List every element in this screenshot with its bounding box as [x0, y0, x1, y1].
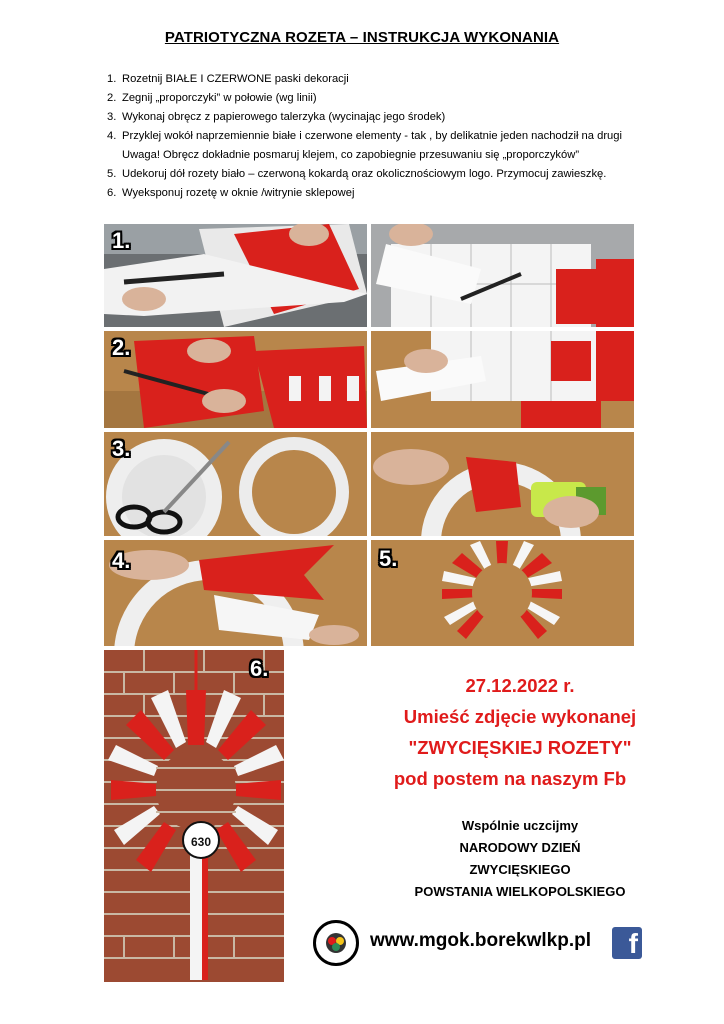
list-item: 4. Przyklej wokół naprzemiennie białe i czerwone elementy - tak , by delikatnie jeden nachodził na drugi [107, 130, 622, 142]
list-item: 2. Zegnij „proporczyki” w połowie (wg linii) [107, 92, 317, 104]
event-date: 27.12.2022 r. [465, 675, 575, 696]
photo-step-6 [104, 650, 284, 982]
step-number-label: 6. [250, 656, 269, 681]
photo-step-1b [371, 224, 634, 327]
photo-step-1a [104, 224, 367, 327]
photo-step-4 [104, 540, 367, 646]
step-number-label: 5. [379, 546, 398, 571]
list-item: 6. Wyeksponuj rozetę w oknie /witrynie sklepowej [107, 187, 355, 199]
facebook-icon[interactable]: f [612, 927, 642, 959]
promo-line-1: Umieść zdjęcie wykonanej [403, 706, 637, 727]
instruction-list [100, 70, 700, 203]
list-item: 5. Udekoruj dół rozety biało – czerwoną kokardą oraz okolicznościowym logo. Przymocuj zawieszkę. [107, 168, 607, 180]
photo-step-3b [371, 432, 634, 536]
website-link[interactable]: www.mgok.borekwlkp.pl [370, 930, 591, 951]
step-number-label: 4. [112, 548, 131, 573]
step-number-label: 1. [112, 228, 131, 253]
step-number-label: 3. [112, 436, 131, 461]
sub-line-3: ZWYCIĘSKIEGO [469, 862, 571, 877]
page-title: PATRIOTYCZNA ROZETA – INSTRUKCJA WYKONANIA [164, 29, 560, 46]
sub-line-2: NARODOWY DZIEŃ [459, 840, 581, 855]
list-item: Uwaga! Obręcz dokładnie posmaruj klejem, co zapobiegnie przesuwaniu się „proporczyków” [122, 149, 580, 161]
photo-step-2b [371, 331, 634, 428]
sub-line-1: Wspólnie uczcijmy [461, 818, 579, 833]
list-item: 1. Rozetnij BIAŁE I CZERWONE paski dekoracji [107, 73, 349, 85]
promo-line-2: "ZWYCIĘSKIEJ ROZETY" [408, 737, 632, 758]
photo-step-5 [371, 540, 634, 646]
step-number-label: 2. [112, 335, 131, 360]
photo-step-3a [104, 432, 367, 536]
sub-line-4: POWSTANIA WIELKOPOLSKIEGO [414, 884, 626, 899]
promo-line-3: pod postem na naszym Fb [393, 768, 627, 789]
organization-logo [313, 920, 359, 966]
photo-step-2a [104, 331, 367, 428]
badge-number: 630 [190, 835, 212, 849]
list-item: 3. Wykonaj obręcz z papierowego talerzyka (wycinając jego środek) [107, 111, 446, 123]
